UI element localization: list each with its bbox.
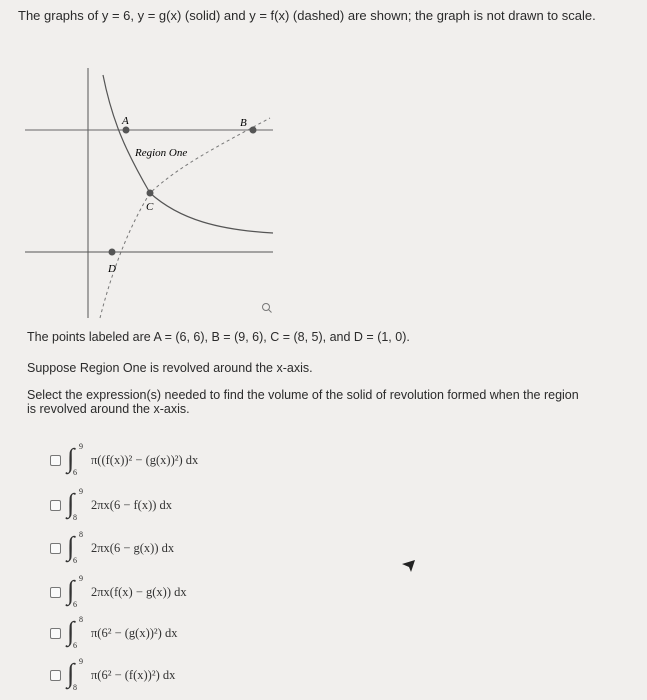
integral-sign: ∫ 9 8: [67, 657, 83, 692]
option-1[interactable]: [50, 442, 199, 477]
option-2[interactable]: [50, 487, 173, 522]
integral-sign: ∫ 9 8: [67, 487, 83, 522]
option-1-checkbox[interactable]: [50, 455, 61, 466]
option-3-integrand: 2πx(6 − g(x)) dx: [91, 540, 175, 555]
integral-sign: ∫ 9 6: [67, 442, 83, 477]
point-b: [250, 127, 257, 134]
integral-sign: ∫ 9 6: [67, 574, 83, 609]
option-5[interactable]: [50, 615, 178, 650]
integral-sign: ∫ 8 6: [67, 615, 83, 650]
option-5-checkbox[interactable]: [50, 628, 61, 639]
option-2-checkbox[interactable]: [50, 500, 61, 511]
point-a: [123, 127, 130, 134]
option-4[interactable]: [50, 574, 187, 609]
select-text: Select the expression(s) needed to find the volume of the solid of revolution formed when the region is revolved around the x-axis.: [27, 388, 579, 416]
option-1-integrand: π((f(x))² − (g(x))²) dx: [91, 452, 199, 467]
option-6[interactable]: [50, 657, 176, 692]
option-4-integrand: 2πx(f(x) − g(x)) dx: [91, 584, 187, 599]
option-5-integrand: π(6² − (g(x))²) dx: [91, 625, 178, 640]
point-d: [109, 249, 116, 256]
option-3[interactable]: [50, 530, 175, 565]
option-2-integrand: 2πx(6 − f(x)) dx: [91, 497, 173, 512]
label-a: A: [122, 115, 129, 127]
graph-g-solid: [103, 75, 273, 233]
option-6-checkbox[interactable]: [50, 670, 61, 681]
question-text: The graphs of y = 6, y = g(x) (solid) and y = f(x) (dashed) are shown; the graph is not drawn to scale.: [18, 8, 596, 23]
mouse-cursor-icon: [400, 558, 420, 574]
point-c: [147, 190, 154, 197]
option-6-integrand: π(6² − (f(x))²) dx: [91, 667, 176, 682]
option-4-checkbox[interactable]: [50, 587, 61, 598]
option-3-checkbox[interactable]: [50, 543, 61, 554]
integral-sign: ∫ 8 6: [67, 530, 83, 565]
label-c: C: [146, 201, 154, 213]
magnifier-icon[interactable]: [263, 304, 272, 313]
graph: [0, 0, 647, 320]
label-d: D: [108, 263, 116, 275]
points-text: The points labeled are A = (6, 6), B = (9, 6), C = (8, 5), and D = (1, 0).: [27, 330, 410, 344]
label-region-one: Region One: [135, 147, 188, 159]
revolve-text: Suppose Region One is revolved around the x-axis.: [27, 361, 313, 375]
label-b: B: [240, 117, 247, 129]
